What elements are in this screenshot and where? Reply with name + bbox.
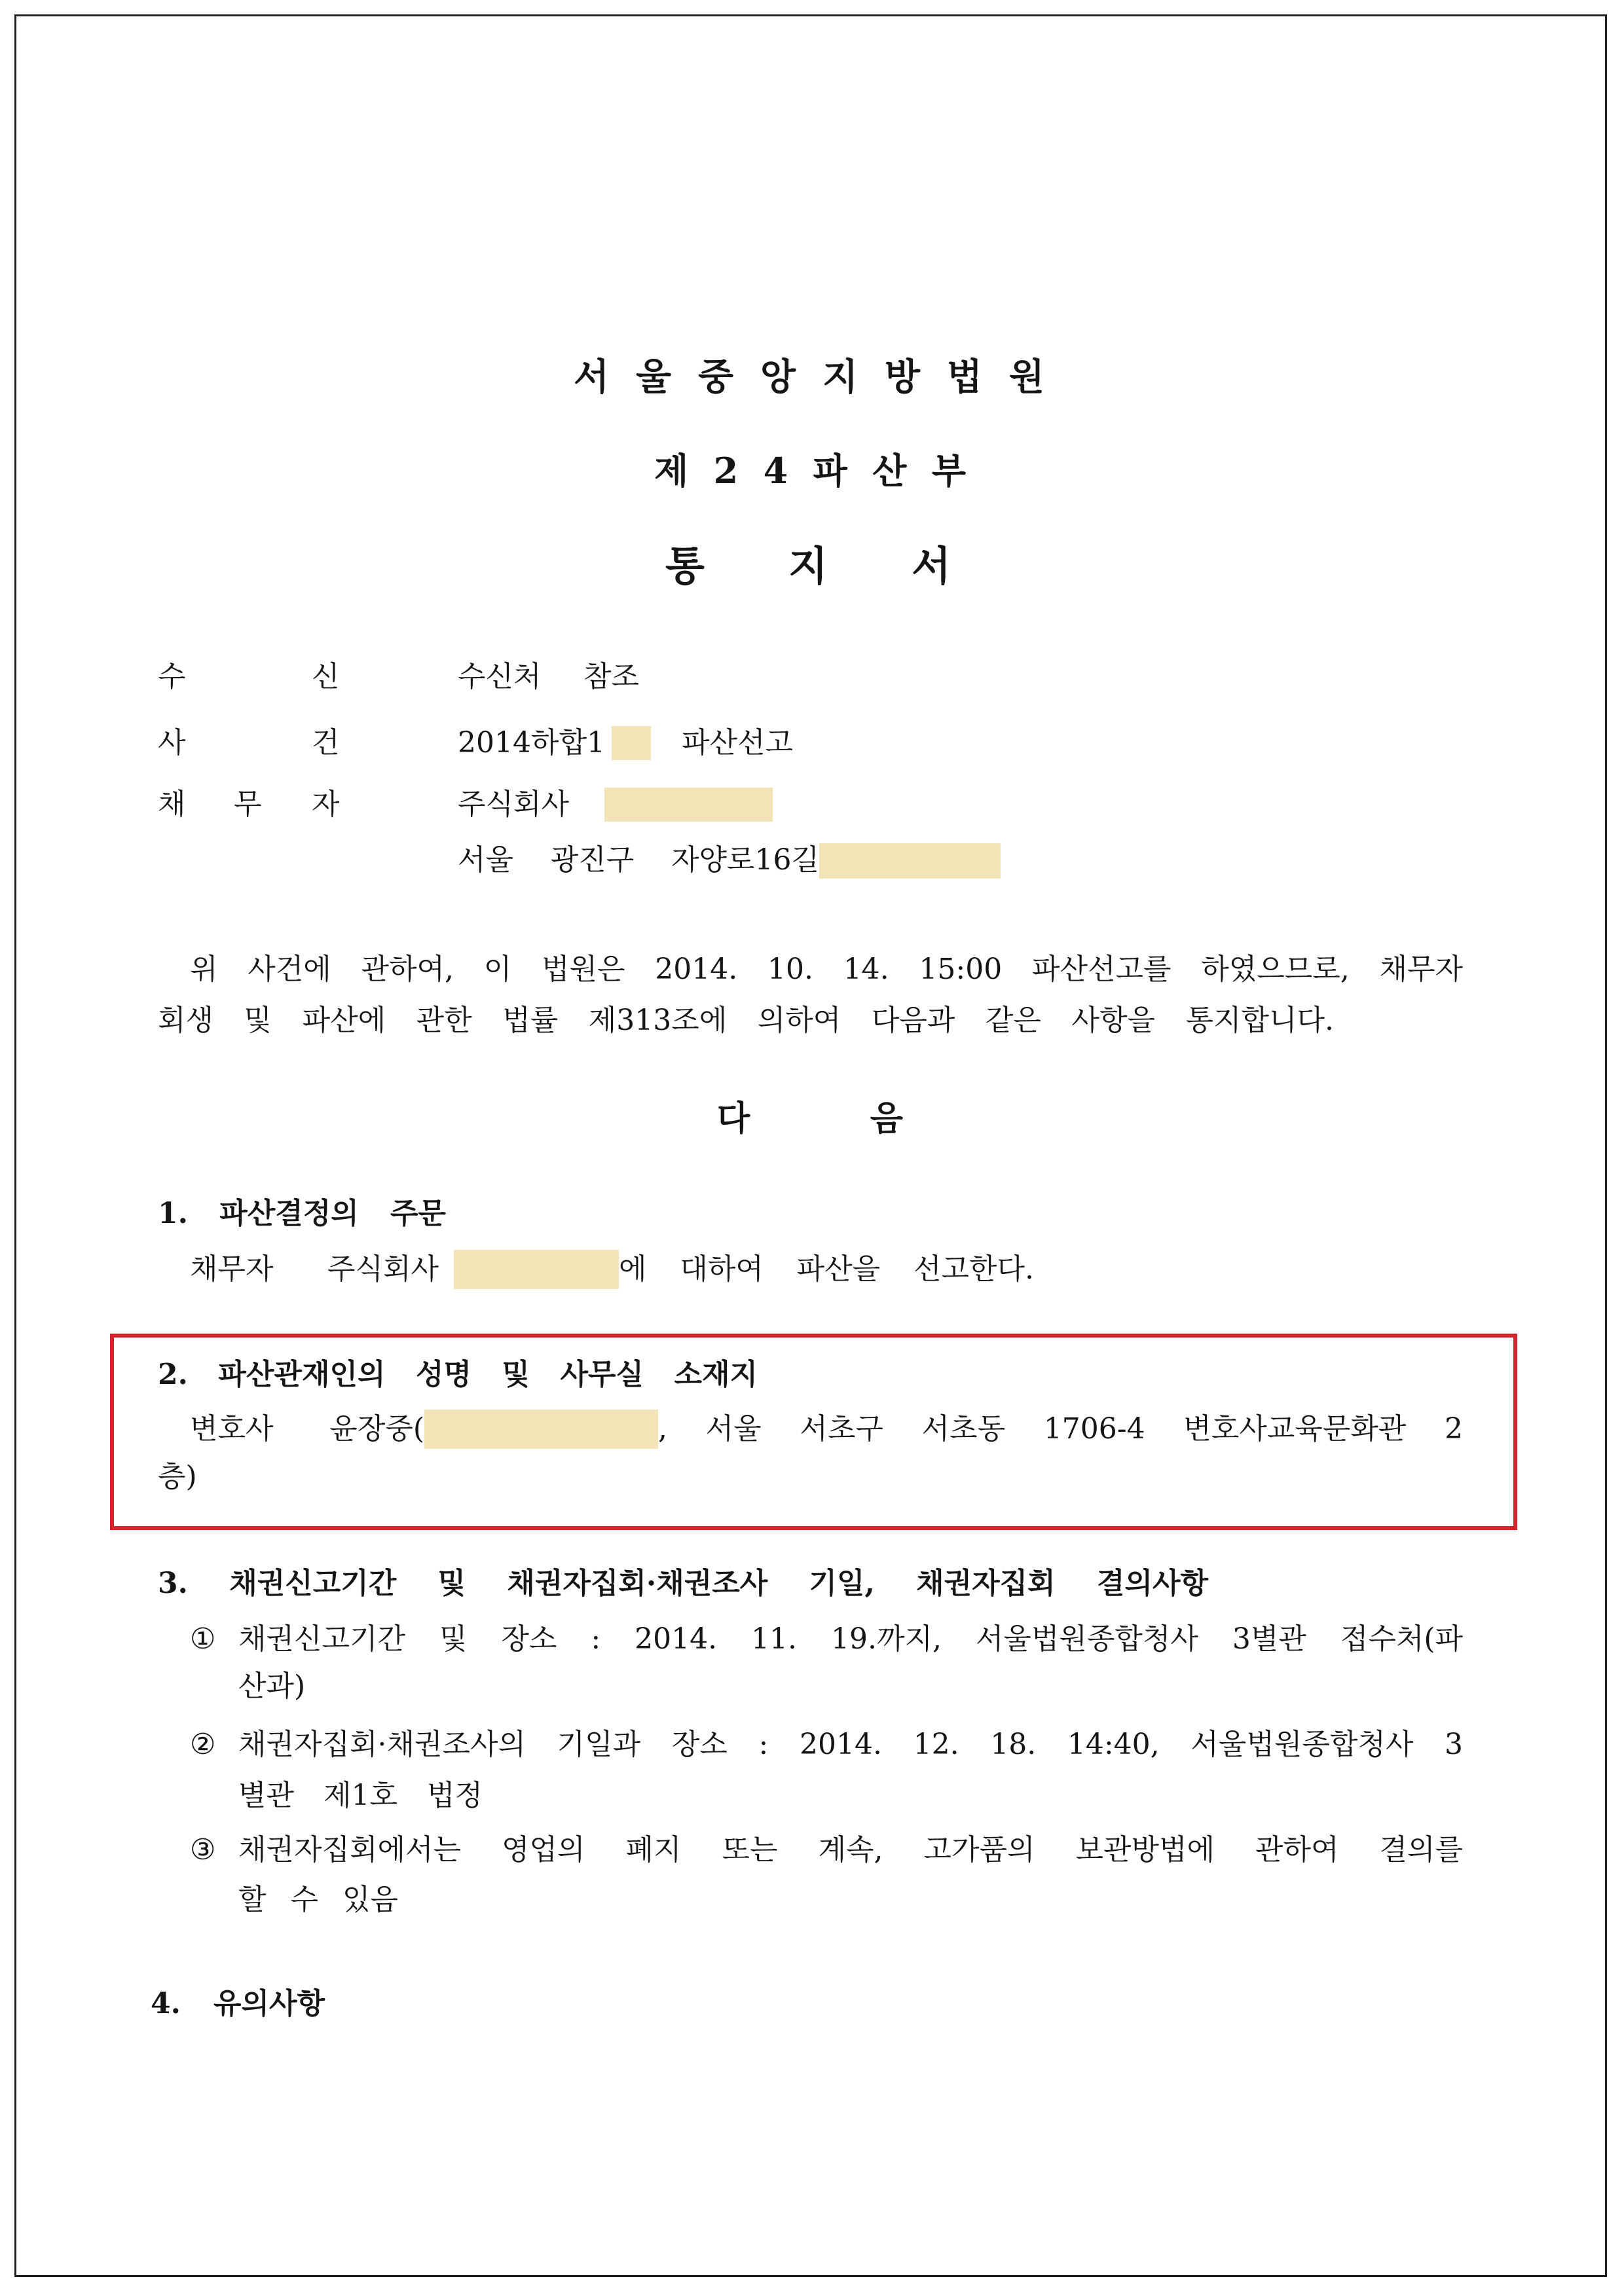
court-name: 서 울 중 앙 지 방 법 원 — [574, 355, 1044, 399]
section-body: 층) — [158, 1460, 197, 1493]
section-heading: 2. 파산관재인의 성명 및 사무실 소재지 — [158, 1358, 758, 1391]
case-label-char: 사 — [158, 726, 186, 759]
redaction-box — [612, 726, 651, 760]
debtor-label-char: 자 — [312, 788, 340, 821]
item-text: 할 수 있음 — [238, 1883, 398, 1916]
item-text: 채권자집회·채권조사의 기일과 장소 : 2014. 12. 18. 14:40, 서울법원종합청사 3 — [238, 1728, 1463, 1761]
case-number: 2014하합1 — [458, 726, 605, 759]
redaction-box — [424, 1410, 658, 1449]
section-heading: 3. 채권신고기간 및 채권자집회·채권조사 기일, 채권자집회 결의사항 — [158, 1567, 1208, 1600]
section-body: , 서울 서초구 서초동 1706-4 변호사교육문화관 2 — [658, 1412, 1463, 1446]
recipient-label-char: 신 — [312, 660, 340, 693]
item-marker: ② — [190, 1728, 216, 1761]
debtor-label-char: 무 — [234, 788, 262, 821]
debtor-label-char: 채 — [158, 788, 186, 821]
intro-line: 회생 및 파산에 관한 법률 제313조에 의하여 다음과 같은 사항을 통지합니다. — [158, 1004, 1334, 1037]
case-label-char: 건 — [312, 726, 340, 759]
redaction-box — [819, 843, 1001, 879]
section-body: 변호사 윤장중( — [190, 1412, 424, 1446]
document-title: 통 지 서 — [665, 542, 951, 590]
debtor-company-prefix: 주식회사 — [458, 788, 570, 821]
case-name: 파산선고 — [682, 726, 794, 759]
redaction-box — [604, 788, 773, 822]
section-heading: 4. 유의사항 — [151, 1987, 325, 2020]
section-body: 채무자 주식회사 — [190, 1252, 439, 1286]
recipient-value: 수신처 참조 — [458, 660, 639, 693]
item-text: 채권자집회에서는 영업의 폐지 또는 계속, 고가품의 보관방법에 관하여 결의를 — [238, 1833, 1463, 1867]
recipient-label-char: 수 — [158, 660, 186, 693]
redaction-box — [454, 1250, 619, 1289]
intro-line: 위 사건에 관하여, 이 법원은 2014. 10. 14. 15:00 파산선고를 하였으므로, 채무자 — [190, 953, 1463, 986]
debtor-address: 서울 광진구 자양로16길 — [458, 843, 819, 877]
section-body: 에 대하여 파산을 선고한다. — [619, 1252, 1034, 1286]
item-text: 채권신고기간 및 장소 : 2014. 11. 19.까지, 서울법원종합청사 3별관 접수처(파 — [238, 1622, 1463, 1656]
item-marker: ① — [190, 1622, 216, 1656]
item-marker: ③ — [190, 1833, 216, 1867]
item-text: 별관 제1호 법정 — [238, 1779, 483, 1812]
division-name: 제 2 4 파 산 부 — [654, 450, 966, 492]
notice-heading: 다 음 — [717, 1099, 903, 1139]
section-heading: 1. 파산결정의 주문 — [158, 1197, 446, 1230]
item-text: 산과) — [238, 1669, 306, 1703]
